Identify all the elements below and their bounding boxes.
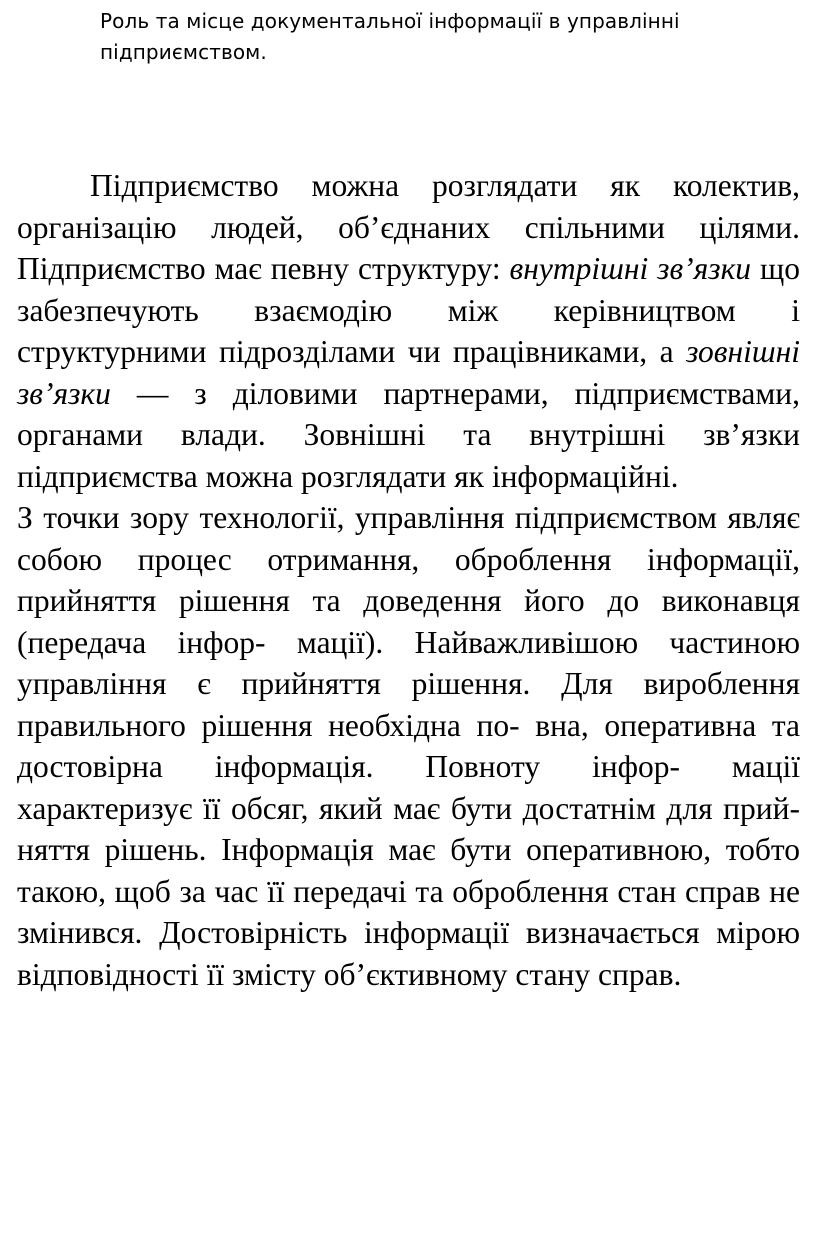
paragraph-enterprise-structure	[17, 165, 800, 497]
paragraph-1-text-c: — з діловими партнерами, підприємствами, органами влади. Зовнішні та внутрішні зв’язки підприємства можна розглядати як інформаційні.	[17, 375, 800, 494]
term-external-links: зовнішні зв’язки	[17, 334, 800, 411]
document-body	[17, 165, 800, 995]
paragraph-1-text-a: Підприємство можна розглядати як колектив, організацію людей, об’єднаних спільними цілями. Підприємство має певну структуру:	[17, 168, 800, 286]
term-internal-links: внутрішні зв’язки	[509, 251, 752, 286]
paragraph-1-text-b: що забезпечують взаємодію між керівництвом і структурними підрозділами чи працівниками, а	[17, 251, 801, 369]
paragraph-management-information: З точки зору технології, управління підприємством являє собою процес отримання, оброблення інформації, прийняття рішення та доведення його до виконавця (передача інфор- мації). Найважливішою частиною управління є прийняття рішення. Для вироблення правильного рішення необхідна по- вна, оперативна та достовірна інформація. Повноту інфор- мації характеризує її обсяг, який має бути достатнім для прий- няття рішень. Інформація має бути оперативною, тобто такою, щоб за час її передачі та оброблення стан справ не змінився. Достовірність інформації визначається мірою відповідності її змісту об’єктивному стану справ.	[17, 500, 800, 992]
document-title: Роль та місце документальної інформації в управлінні підприємством.	[100, 9, 680, 64]
